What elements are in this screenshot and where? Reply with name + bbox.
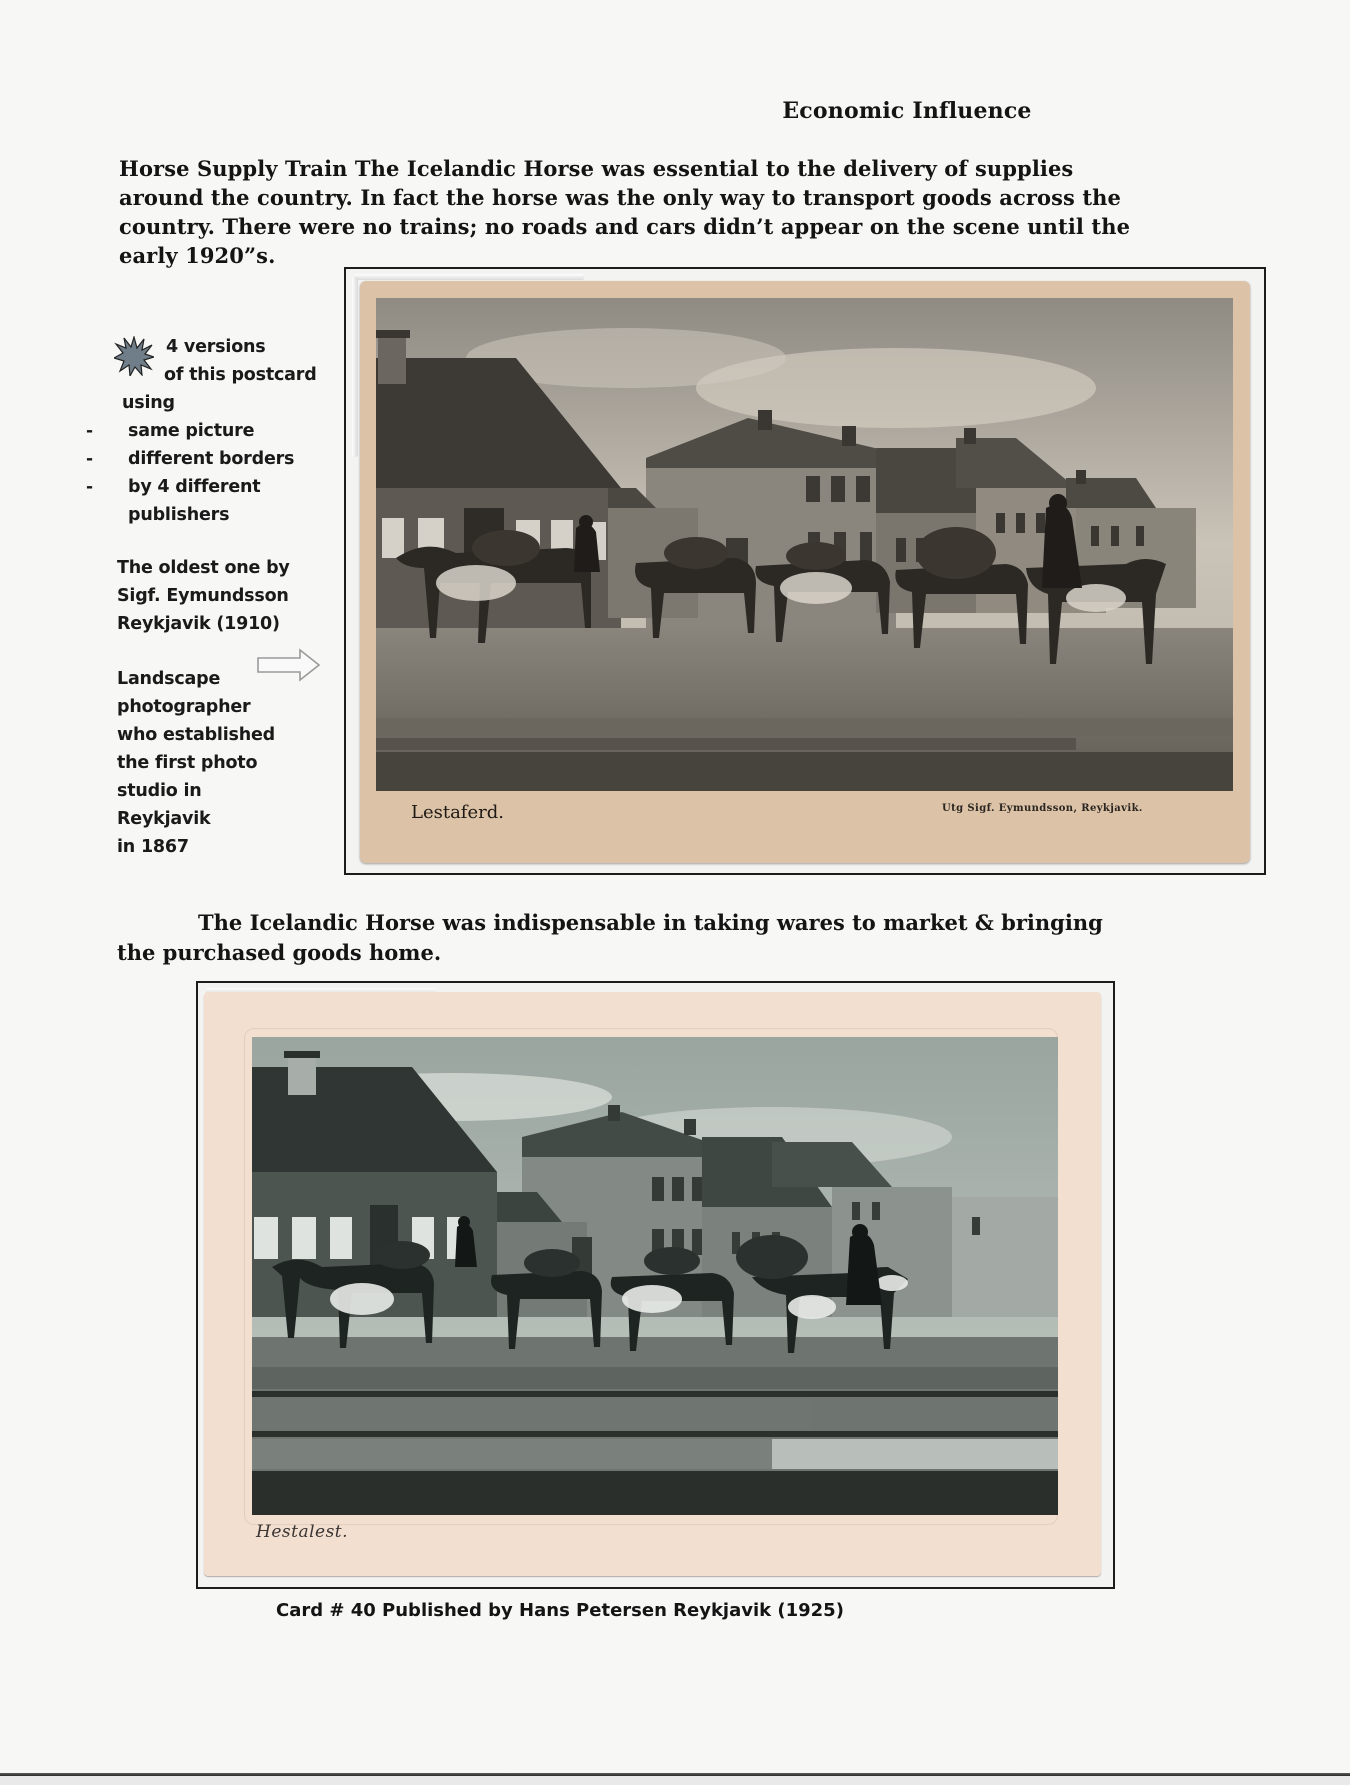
bullet-marker: - bbox=[86, 477, 93, 497]
bio-note: who established bbox=[117, 725, 275, 745]
bullet-item: publishers bbox=[128, 505, 230, 525]
sleeve-highlight bbox=[352, 277, 358, 457]
postcard-2 bbox=[204, 992, 1101, 1576]
starburst-icon bbox=[114, 336, 154, 376]
second-text-line: the purchased goods home. bbox=[117, 940, 442, 965]
side-note-versions: 4 versions bbox=[166, 337, 266, 357]
bullet-marker: - bbox=[86, 421, 93, 441]
bio-note: Landscape bbox=[117, 669, 221, 689]
postcard-2-photo bbox=[252, 1037, 1058, 1515]
oldest-note: Sigf. Eymundsson bbox=[117, 586, 289, 606]
intro-line: country. There were no trains; no roads and cars didn’t appear on the scene until the bbox=[119, 214, 1131, 239]
oldest-note: The oldest one by bbox=[117, 558, 290, 578]
intro-line: around the country. In fact the horse was the only way to transport goods across the bbox=[119, 185, 1122, 210]
postcard-2-title: Hestalest. bbox=[256, 1522, 349, 1542]
bio-note: studio in bbox=[117, 781, 202, 801]
page-bottom-strip bbox=[0, 1776, 1350, 1785]
bio-note: the first photo bbox=[117, 753, 258, 773]
bio-note: photographer bbox=[117, 697, 251, 717]
bullet-item: different borders bbox=[128, 449, 295, 469]
horse-train-photo-2 bbox=[252, 1037, 1058, 1515]
second-text-line: The Icelandic Horse was indispensable in taking wares to market & bringing bbox=[198, 910, 1103, 935]
postcard-1-title: Lestaferd. bbox=[411, 802, 504, 823]
bullet-item: by 4 different bbox=[128, 477, 261, 497]
intro-line: early 1920”s. bbox=[119, 243, 276, 268]
postcard-1 bbox=[360, 281, 1250, 863]
oldest-note: Reykjavik (1910) bbox=[117, 614, 280, 634]
intro-line: Horse Supply Train The Icelandic Horse was essential to the delivery of supplies bbox=[119, 156, 1074, 181]
bullet-marker: - bbox=[86, 449, 93, 469]
right-arrow-icon bbox=[256, 648, 322, 682]
postcard-1-publisher: Utg Sigf. Eymundsson, Reykjavik. bbox=[942, 803, 1143, 814]
bio-note: in 1867 bbox=[117, 837, 189, 857]
bio-note: Reykjavik bbox=[117, 809, 211, 829]
side-note-postcard: of this postcard bbox=[164, 365, 317, 385]
bullet-item: same picture bbox=[128, 421, 255, 441]
postcard-1-photo bbox=[376, 298, 1233, 791]
sleeve-highlight bbox=[354, 274, 584, 280]
page-title: Economic Influence bbox=[782, 98, 1032, 124]
horse-train-photo-1 bbox=[376, 298, 1233, 791]
side-note-using: using bbox=[122, 393, 175, 413]
postcard-2-caption: Card # 40 Published by Hans Petersen Reykjavik (1925) bbox=[276, 1600, 844, 1621]
